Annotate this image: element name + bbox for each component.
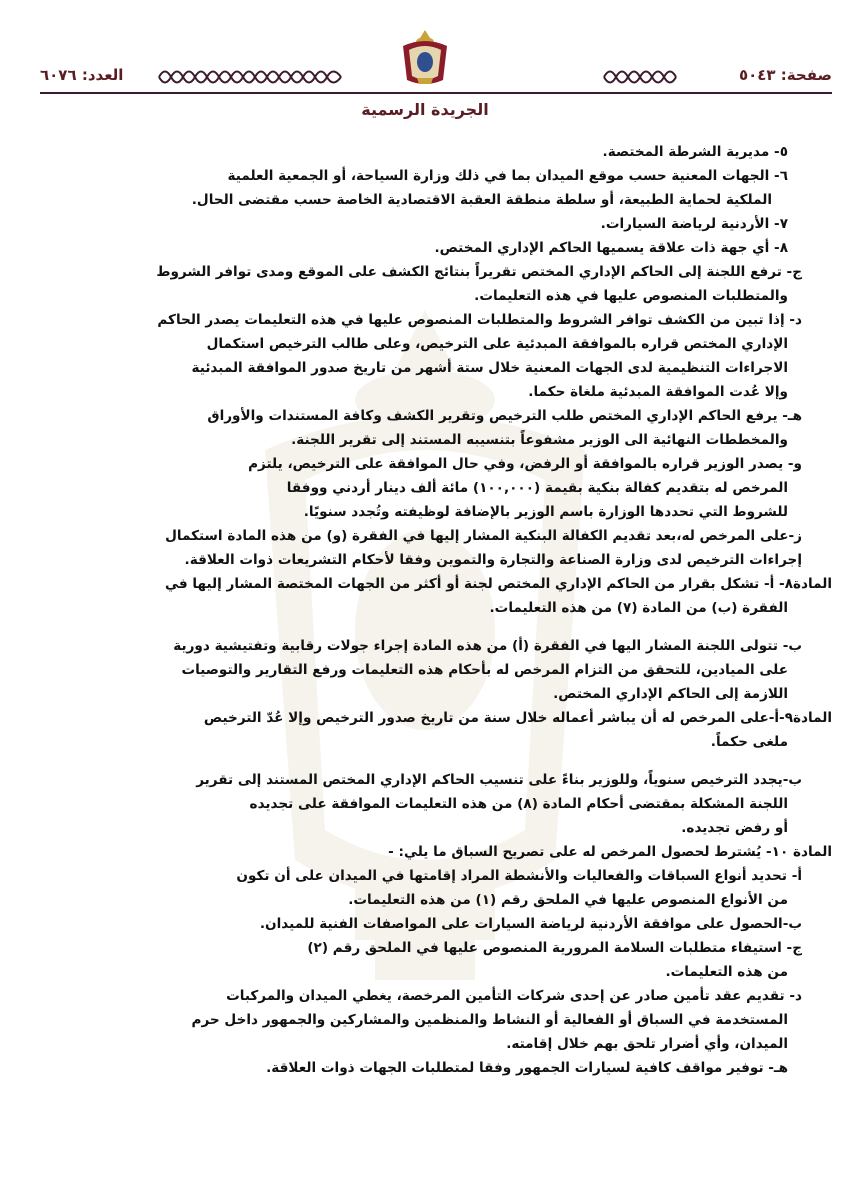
royal-crest-icon bbox=[397, 28, 453, 88]
body-line: ب- تتولى اللجنة المشار اليها في الفقرة (أ) من هذه المادة إجراء جولات رقابية وتفتيشية دورية bbox=[173, 638, 802, 654]
body-line: من الأنواع المنصوص عليها في الملحق رقم (١) من هذه التعليمات. bbox=[348, 892, 788, 908]
body-line: الفقرة (ب) من المادة (٧) من هذه التعليمات. bbox=[489, 600, 788, 616]
body-line: الميدان، وأي أضرار تلحق بهم خلال إقامته. bbox=[506, 1036, 788, 1052]
body-line: إجراءات الترخيص لدى وزارة الصناعة والتجارة والتموين وفقا لأحكام التشريعات ذوات العلاقة. bbox=[184, 552, 802, 568]
body-line: أ- تحديد أنواع السباقات والفعاليات والأنشطة المراد إقامتها في الميدان على أن تكون bbox=[236, 868, 802, 884]
body-line: ٧- الأردنية لرياضة السيارات. bbox=[600, 216, 788, 232]
body-line: ملغى حكماً. bbox=[710, 734, 788, 750]
page-number: صفحة: ٥٠٤٣ bbox=[738, 66, 832, 84]
body-line: ج- استيفاء متطلبات السلامة المرورية المنصوص عليها في الملحق رقم (٢) bbox=[307, 940, 802, 956]
body-line: والمتطلبات المنصوص عليها في هذه التعليمات. bbox=[474, 288, 788, 304]
body-line: ٥- مديرية الشرطة المختصة. bbox=[602, 144, 788, 160]
body-line: وإلا عُدت الموافقة المبدئية ملغاة حكما. bbox=[528, 384, 788, 400]
body-line: د- إذا تبين من الكشف توافر الشروط والمتطلبات المنصوص عليها في هذه التعليمات يصدر الحاكم bbox=[157, 312, 802, 328]
gazette-title: الجريدة الرسمية bbox=[361, 100, 489, 119]
issue-number: العدد: ٦٠٧٦ bbox=[40, 66, 124, 84]
knot-ornament-icon bbox=[600, 64, 680, 90]
body-line: اللازمة إلى الحاكم الإداري المختص. bbox=[553, 686, 788, 702]
body-line: المادة٨- أ- تشكل بقرار من الحاكم الإداري المختص لجنة أو أكثر من الجهات المختصة المشار إليها في bbox=[165, 576, 832, 592]
knot-ornament-icon bbox=[155, 64, 345, 90]
body-line: الاجراءات التنظيمية لدى الجهات المعنية خلال ستة أشهر من تاريخ صدور الموافقة المبدئية bbox=[191, 360, 788, 376]
paragraph-gap bbox=[42, 620, 832, 634]
body-line: المستخدمة في السباق أو الفعالية أو النشاط والمنظمين والمشاركين والجمهور داخل حرم bbox=[191, 1012, 788, 1028]
body-line: والمخططات النهائية الى الوزير مشفوعاً بتنسيبه المستند إلى تقرير اللجنة. bbox=[291, 432, 788, 448]
page-header bbox=[0, 0, 850, 130]
body-line: ب-يجدد الترخيص سنوياً، وللوزير بناءً على تنسيب الحاكم الإداري المختص المستند إلى تقرير bbox=[196, 772, 802, 788]
body-line: ج- ترفع اللجنة إلى الحاكم الإداري المختص تقريراً بنتائج الكشف على الموقع ومدى توافر الشروط bbox=[156, 264, 802, 280]
body-line: ٦- الجهات المعنية حسب موقع الميدان بما في ذلك وزارة السياحة، أو الجمعية العلمية bbox=[227, 168, 788, 184]
body-line: الإداري المختص قراره بالموافقة المبدئية على الترخيص، وعلى طالب الترخيص استكمال bbox=[206, 336, 788, 352]
body-line: المرخص له بتقديم كفالة بنكية بقيمة (١٠٠,٠٠٠) مائة ألف دينار أردني ووفقا bbox=[286, 480, 788, 496]
body-line: ب-الحصول على موافقة الأردنية لرياضة السيارات على المواصفات الفنية للميدان. bbox=[259, 916, 802, 932]
body-line: على الميادين، للتحقق من التزام المرخص له بأحكام هذه التعليمات ورفع التقارير والتوصيات bbox=[181, 662, 788, 678]
body-line: د- تقديم عقد تأمين صادر عن إحدى شركات التأمين المرخصة، يغطي الميدان والمركبات bbox=[226, 988, 802, 1004]
body-line: و- يصدر الوزير قراره بالموافقة أو الرفض، وفي حال الموافقة على الترخيص، يلتزم bbox=[248, 456, 802, 472]
body-line: من هذه التعليمات. bbox=[665, 964, 788, 980]
body-line: أو رفض تجديده. bbox=[681, 820, 788, 836]
body-line: اللجنة المشكلة بمقتضى أحكام المادة (٨) من هذه التعليمات الموافقة على تجديده bbox=[249, 796, 788, 812]
body-line: المادة٩-أ-على المرخص له أن يباشر أعماله خلال سنة من تاريخ صدور الترخيص وإلا عُدّ الترخيص bbox=[203, 710, 832, 726]
body-line: للشروط التي تحددها الوزارة باسم الوزير بالإضافة لوظيفته وتُجدد سنويًا. bbox=[303, 504, 788, 520]
body-line: هـ- توفير مواقف كافية لسيارات الجمهور وفقا لمتطلبات الجهات ذوات العلاقة. bbox=[266, 1060, 788, 1076]
gazette-body bbox=[42, 140, 832, 1080]
header-rule bbox=[40, 92, 832, 94]
body-line: ز-على المرخص له،بعد تقديم الكفالة البنكية المشار إليها في الفقرة (و) من هذه المادة استكمال bbox=[165, 528, 802, 544]
paragraph-gap bbox=[42, 754, 832, 768]
body-line: هـ- يرفع الحاكم الإداري المختص طلب الترخيص وتقرير الكشف وكافة المستندات والأوراق bbox=[207, 408, 802, 424]
body-line: المادة ١٠- يُشترط لحصول المرخص له على تصريح السباق ما يلي: - bbox=[388, 844, 832, 860]
body-line: الملكية لحماية الطبيعة، أو سلطة منطقة العقبة الاقتصادية الخاصة حسب مقتضى الحال. bbox=[191, 192, 772, 208]
body-line: ٨- أي جهة ذات علاقة يسميها الحاكم الإداري المختص. bbox=[434, 240, 788, 256]
